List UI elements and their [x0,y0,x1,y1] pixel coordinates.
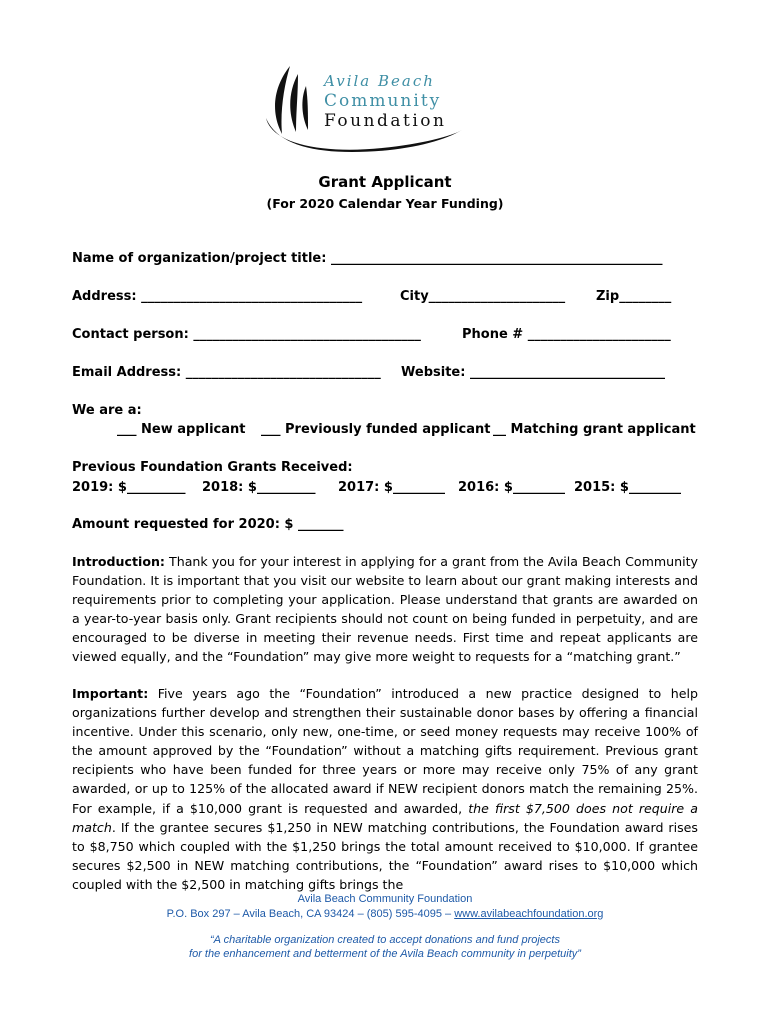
footer-org-name: Avila Beach Community Foundation [297,893,473,905]
city-field[interactable]: City_____________________ [400,289,566,304]
grant-2017-field[interactable]: 2017: $________ [338,480,445,495]
introduction-paragraph [72,552,698,667]
important-paragraph [72,684,698,894]
important-text-b: . If the grantee secures $1,250 in NEW matching contributions, the Foundation award rises to $8,750 which coupled with the $1,250 brings the total amount received to $10,000. If grantee secures $2,500 in NEW matching contributions, the “Foundation” award rises to $10,000 which coupled with the $2,500 in matching gifts brings the [72,819,698,892]
new-applicant-option[interactable]: ___ New applicant [117,422,246,437]
address-row [72,289,698,307]
amount-requested-field[interactable]: Amount requested for 2020: $ _______ [72,517,344,532]
important-text-a: Five years ago the “Foundation” introduced a new practice designed to help organizations further develop and strengthen their sustainable donor bases by offering a financial incentive. Under this scenario, only new, one-time, or seed money requests may receive 100% of the amount approved by the “Foundation” without a matching gifts requirement. Previous grant recipients who have been funded for three years or more may receive only 75% of any grant awarded, or up to 125% of the allocated award if NEW recipient donors match the remaining 25%. For example, if a $10,000 grant is requested and awarded, [72,686,698,816]
important-text-italic: the first $7,500 does not require a match [72,800,698,835]
introduction-text: Thank you for your interest in applying for a grant from the Avila Beach Community Foundation. It is important that you visit our website to learn about our grant making interests and requirements prior to completing your application. Please understand that grants are awarded on a year-to-year basis only. Grant recipients should not count on being funded in perpetuity, and are encouraged to be diverse in meeting their revenue needs. First time and repeat applicants are viewed equally, and the “Foundation” may give more weight to requests for a “matching grant.” [72,554,698,665]
grant-2018-field[interactable]: 2018: $_________ [202,480,316,495]
zip-field[interactable]: Zip________ [596,289,672,304]
footer-tagline-text-2: for the enhancement and betterment of the Avila Beach community in perpetuity” [189,948,581,960]
org-name-field[interactable]: Name of organization/project title: ___________________________________________________ [72,251,663,266]
page-title: Grant Applicant [318,173,452,191]
grant-2015-field[interactable]: 2015: $________ [574,480,681,495]
footer-address-text: P.O. Box 297 – Avila Beach, CA 93424 – (805) 595-4095 – [166,908,455,920]
logo-text-line2: Community [324,91,442,111]
important-label: Important: [72,686,149,701]
email-row [72,365,698,383]
foundation-logo [262,56,472,156]
contact-person-field[interactable]: Contact person: ___________________________________ [72,327,421,342]
logo-text-line3: Foundation [324,111,447,131]
previously-funded-option[interactable]: ___ Previously funded applicant [261,422,491,437]
contact-row [72,327,698,345]
website-field[interactable]: Website: ______________________________ [401,365,665,380]
email-field[interactable]: Email Address: ______________________________ [72,365,381,380]
footer-tagline-1 [0,934,770,946]
introduction-label: Introduction: [72,554,165,569]
footer-address [0,908,770,920]
logo-text-line1: Avila Beach [324,72,435,90]
footer-tagline-2 [0,948,770,960]
footer-website-link[interactable]: www.avilabeachfoundation.org [454,908,604,920]
applicant-type-row [72,422,698,440]
we-are-label: We are a: [72,403,142,418]
previous-grants-row [72,480,698,498]
matching-grant-option[interactable]: __ Matching grant applicant [493,422,696,437]
page-subtitle: (For 2020 Calendar Year Funding) [266,196,504,211]
footer-tagline-text-1: “A charitable organization created to accept donations and fund projects [210,934,560,946]
grant-2019-field[interactable]: 2019: $_________ [72,480,186,495]
grant-2016-field[interactable]: 2016: $________ [458,480,565,495]
address-field[interactable]: Address: __________________________________ [72,289,363,304]
phone-field[interactable]: Phone # ______________________ [462,327,671,342]
previous-grants-label: Previous Foundation Grants Received: [72,460,353,475]
